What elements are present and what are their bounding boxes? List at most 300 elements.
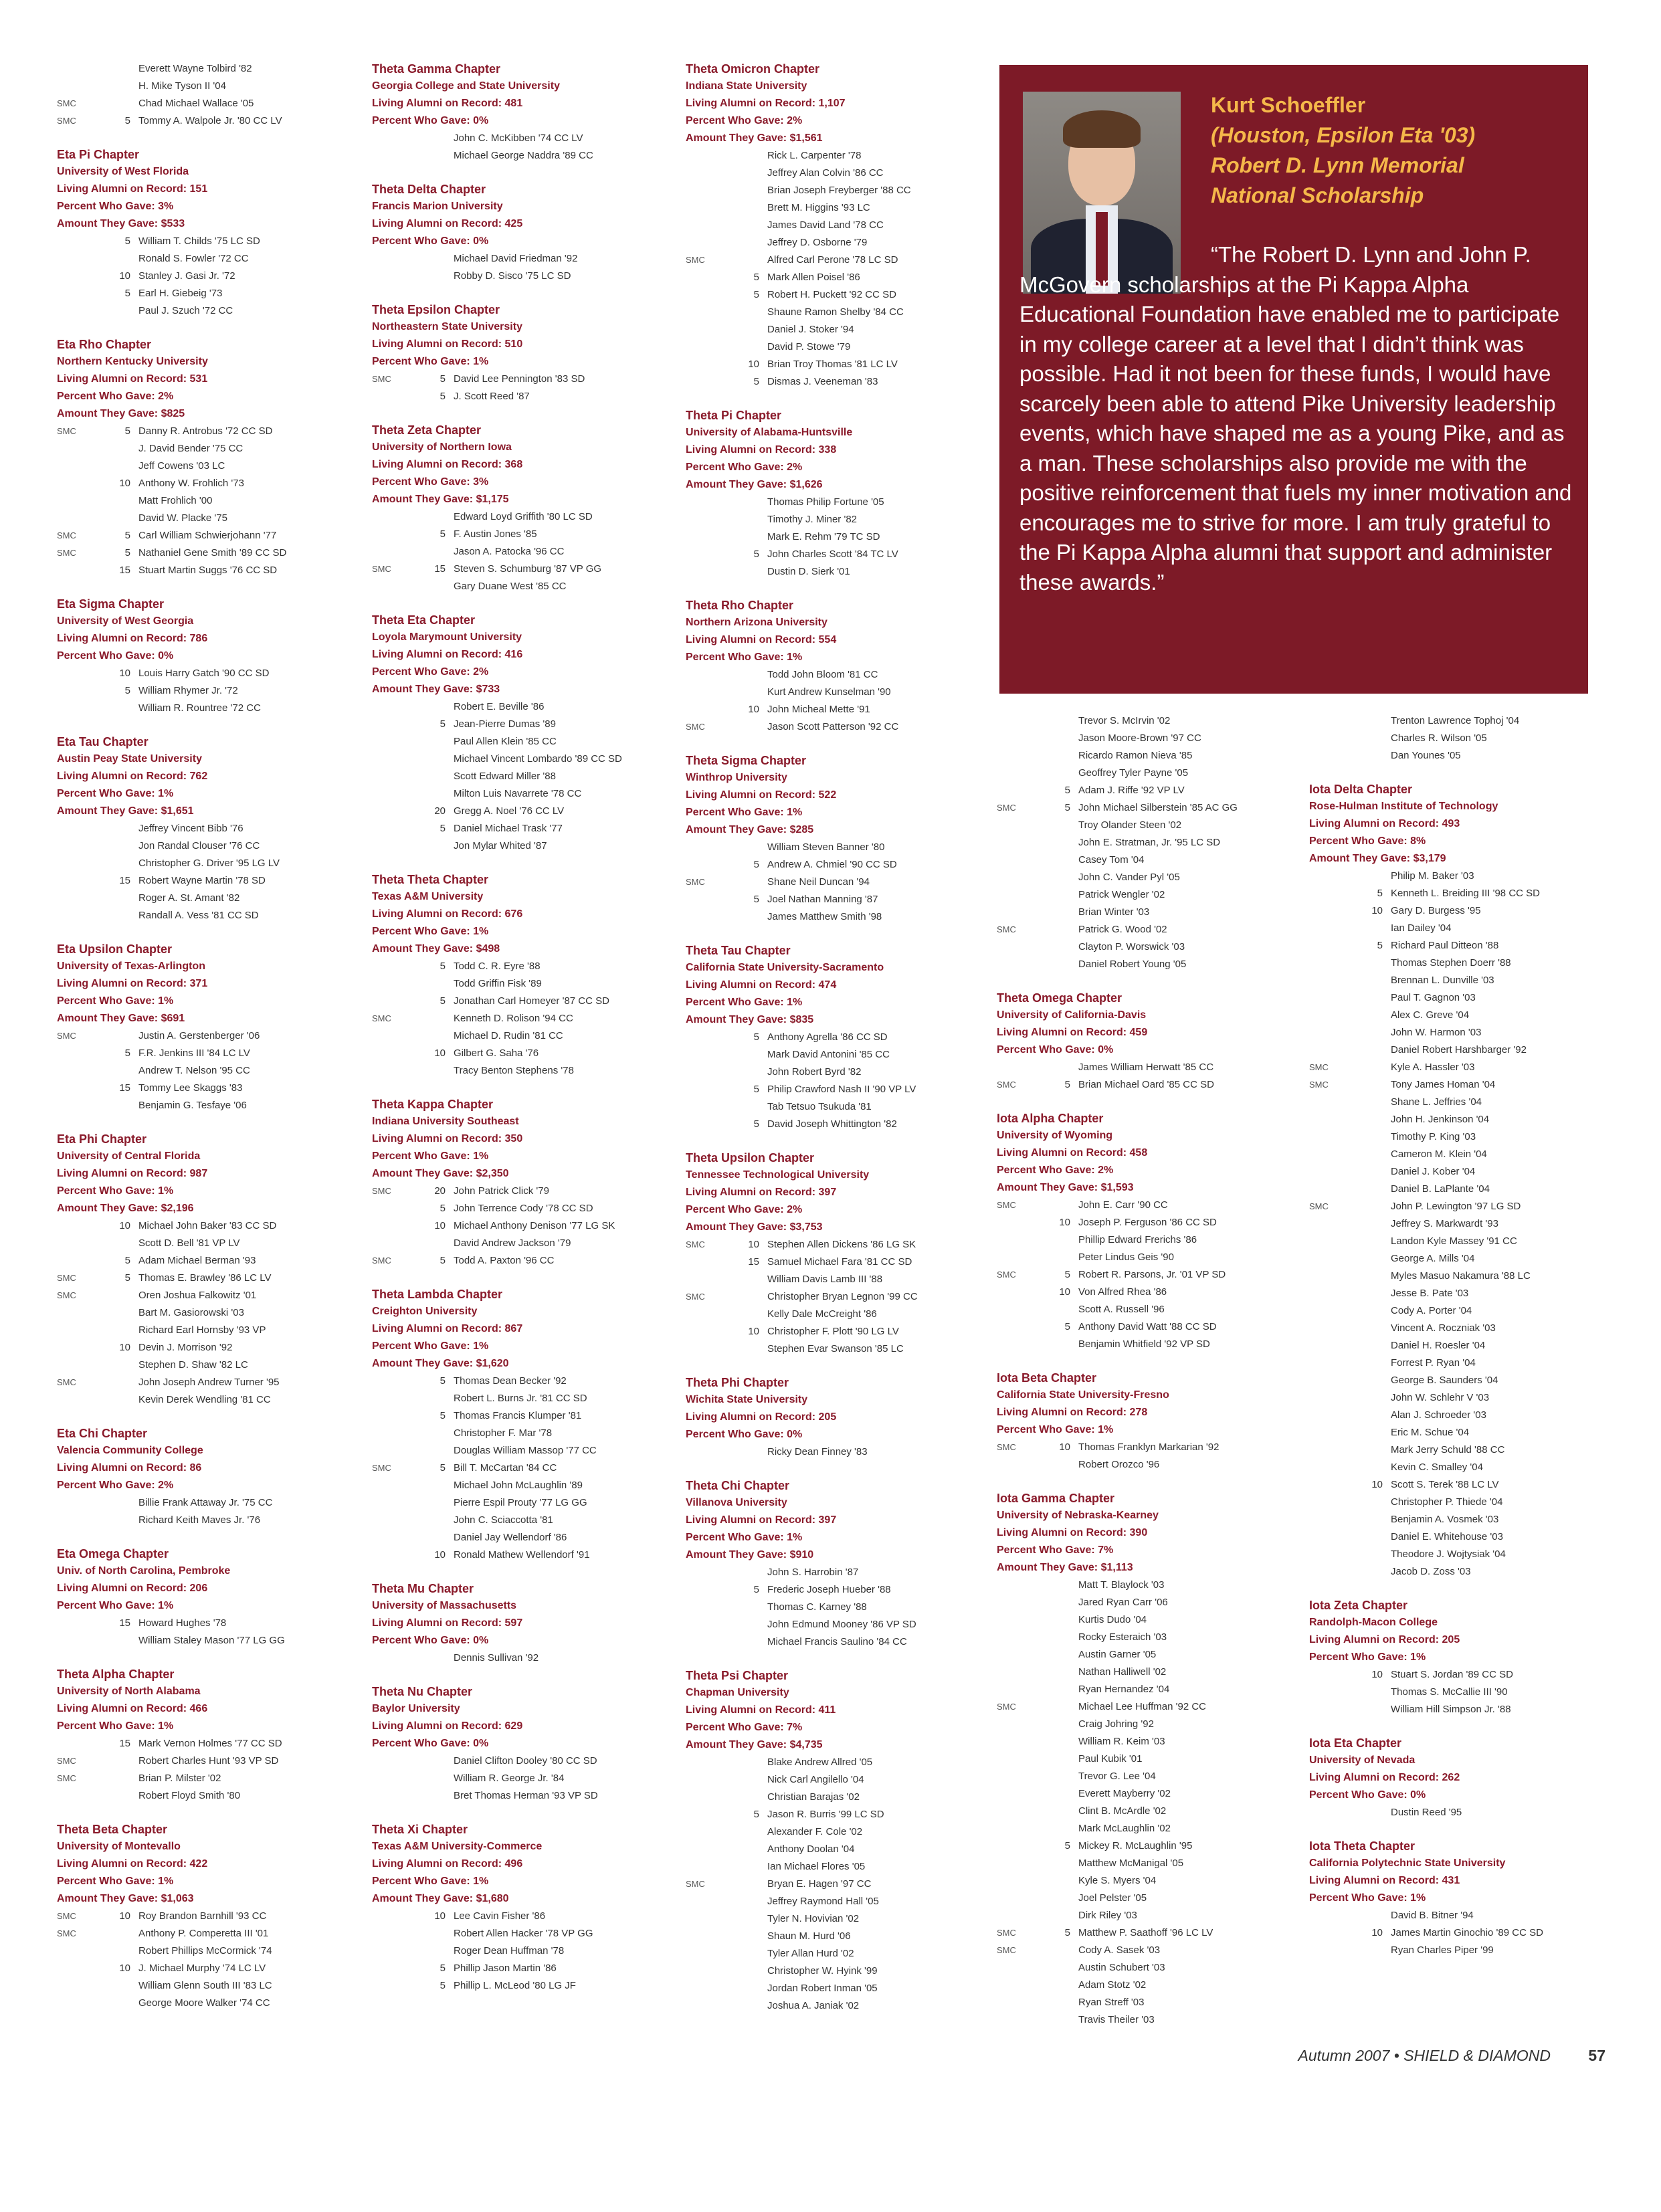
donor-years (1349, 1146, 1391, 1163)
donor-years: 5 (1064, 1079, 1070, 1090)
donor-years (412, 578, 454, 595)
donor-row (372, 750, 686, 768)
donor-name: George A. Mills '04 (1391, 1253, 1475, 1264)
donor-prefix (997, 1716, 1037, 1733)
donor-prefix (997, 2011, 1037, 2029)
donor-years (1037, 1768, 1078, 1785)
donor-name: Joshua A. Janiak '02 (767, 2000, 860, 2011)
donor-prefix (372, 1407, 412, 1425)
chapter-name: Iota Theta Chapter (1309, 1839, 1415, 1853)
donor-row (686, 701, 1000, 718)
donor-prefix (372, 250, 412, 268)
donor-prefix (686, 1253, 726, 1271)
donor-row (1309, 1094, 1617, 1111)
donor-years (1349, 1528, 1391, 1546)
donor-years (1349, 1320, 1391, 1337)
donor-name: Brennan L. Dunville '03 (1391, 975, 1494, 986)
chapter-block (372, 1096, 686, 1270)
donor-name: Jacob D. Zoss '03 (1391, 1566, 1471, 1577)
donor-prefix (1309, 1804, 1349, 1821)
percent-gave: Percent Who Gave: 0% (372, 1738, 489, 1749)
donor-row (57, 302, 371, 320)
chapter-name: Eta Rho Chapter (57, 338, 152, 351)
donor-years (726, 1046, 767, 1064)
donor-name: Philip Crawford Nash II '90 VP LV (767, 1084, 916, 1095)
donor-prefix (372, 958, 412, 975)
alumni-count: Living Alumni on Record: 425 (372, 218, 523, 229)
donor-name: Philip M. Baker '03 (1391, 870, 1474, 882)
donor-row (997, 1629, 1304, 1646)
donor-years: 10 (748, 704, 759, 715)
donor-years: 5 (753, 376, 759, 387)
percent-gave: Percent Who Gave: 2% (686, 115, 803, 126)
donor-name: Jason A. Patocka '96 CC (454, 546, 565, 557)
donor-row (686, 356, 1000, 373)
donor-name: Daniel B. LaPlante '04 (1391, 1183, 1490, 1195)
donor-years (1037, 1855, 1078, 1872)
donor-row (57, 682, 371, 700)
donor-name: Jonathan Carl Homeyer '87 CC SD (454, 995, 609, 1007)
donor-prefix (997, 712, 1037, 730)
donor-row (372, 1512, 686, 1529)
donor-name: James William Herwatt '85 CC (1078, 1062, 1214, 1073)
donor-years: 10 (1059, 1217, 1070, 1228)
donor-name: Alan J. Schroeder '03 (1391, 1409, 1486, 1421)
donor-name: John W. Schlehr V '03 (1391, 1392, 1490, 1403)
donor-prefix (686, 373, 726, 391)
chapter-school: University of Massachusetts (372, 1600, 517, 1611)
donor-years (726, 182, 767, 199)
donor-prefix (1309, 1924, 1349, 1942)
donor-prefix (57, 475, 97, 492)
donor-prefix (686, 563, 726, 581)
donor-name: John Terrence Cody '78 CC SD (454, 1203, 593, 1214)
donor-name: John S. Harrobin '87 (767, 1567, 859, 1578)
donor-years (1037, 1716, 1078, 1733)
donor-row (57, 60, 371, 78)
donor-row (372, 1390, 686, 1407)
alumni-count: Living Alumni on Record: 278 (997, 1407, 1148, 1418)
donor-row (57, 423, 371, 440)
donor-name: Oren Joshua Falkowitz '01 (138, 1290, 257, 1301)
alumni-count: Living Alumni on Record: 206 (57, 1583, 208, 1594)
donor-name: Anthony David Watt '88 CC SD (1078, 1321, 1217, 1332)
alumni-count: Living Alumni on Record: 205 (686, 1411, 837, 1423)
donor-name: Joel Pelster '05 (1078, 1892, 1147, 1904)
donor-row (686, 1754, 1000, 1771)
donor-name: Tyler Allan Hurd '02 (767, 1948, 854, 1959)
donor-years (726, 1340, 767, 1358)
donor-row (997, 730, 1304, 747)
donor-prefix (57, 872, 97, 890)
donor-years (726, 1858, 767, 1876)
donor-name: F. Austin Jones '85 (454, 528, 537, 540)
donor-row (686, 1064, 1000, 1081)
donor-prefix (57, 1787, 97, 1805)
donor-prefix (686, 1116, 726, 1133)
donor-row (57, 1615, 371, 1632)
donor-years (97, 78, 138, 95)
donor-years (1037, 956, 1078, 973)
donor-row (57, 1217, 371, 1235)
donor-years (1037, 1629, 1078, 1646)
donor-years: 10 (434, 1910, 446, 1922)
donor-prefix (57, 1235, 97, 1252)
donor-years (412, 1529, 454, 1546)
donor-name: John P. Lewington '97 LG SD (1391, 1201, 1521, 1212)
donor-years (1349, 1215, 1391, 1233)
amount-gave: Amount They Gave: $3,179 (1309, 853, 1446, 864)
donor-years (1349, 1804, 1391, 1821)
donor-prefix (997, 1681, 1037, 1698)
donor-row (372, 1027, 686, 1045)
donor-name: Roger A. St. Amant '82 (138, 892, 240, 904)
chapter-block (686, 60, 1000, 391)
donor-years (97, 890, 138, 907)
chapter-block (57, 1545, 371, 1649)
donor-prefix (997, 1301, 1037, 1318)
donor-years (1037, 1231, 1078, 1249)
donor-row (686, 321, 1000, 338)
donor-prefix (997, 1059, 1037, 1076)
donor-prefix (372, 1442, 412, 1460)
percent-gave: Percent Who Gave: 1% (57, 995, 174, 1007)
donor-name: Michael Francis Saulino '84 CC (767, 1636, 907, 1647)
chapter-block (57, 1821, 371, 2012)
donor-row (686, 1253, 1000, 1271)
percent-gave: Percent Who Gave: 7% (686, 1722, 803, 1733)
donor-prefix: SMC (997, 1928, 1016, 1938)
chapter-name: Eta Tau Chapter (57, 735, 149, 748)
donor-prefix (997, 1611, 1037, 1629)
donor-years: 5 (439, 961, 446, 972)
donor-years (97, 1942, 138, 1960)
chapter-block (997, 1110, 1304, 1353)
donor-row (57, 1270, 371, 1287)
donor-years: 5 (439, 1410, 446, 1421)
donor-name: Daniel Jay Wellendorf '86 (454, 1532, 567, 1543)
donor-row (57, 1391, 371, 1409)
donor-name: John Patrick Click '79 (454, 1185, 549, 1197)
amount-gave: Amount They Gave: $835 (686, 1014, 814, 1025)
donor-years (412, 130, 454, 147)
donor-row (997, 851, 1304, 869)
donor-years (1037, 1681, 1078, 1698)
donor-years (1037, 1197, 1078, 1214)
donor-years: 5 (1377, 888, 1383, 899)
donor-years (726, 718, 767, 736)
donor-years (726, 1064, 767, 1081)
donor-years (726, 1928, 767, 1945)
donor-prefix (1309, 1528, 1349, 1546)
donor-prefix (686, 1980, 726, 1997)
percent-gave: Percent Who Gave: 1% (997, 1424, 1114, 1435)
donor-name: Benjamin Whitfield '92 VP SD (1078, 1338, 1210, 1350)
donor-prefix (1309, 920, 1349, 937)
donor-years: 5 (1377, 940, 1383, 951)
percent-gave: Percent Who Gave: 1% (1309, 1651, 1426, 1663)
donor-row (1309, 1215, 1617, 1233)
donor-years (97, 492, 138, 510)
donor-row (997, 1076, 1304, 1094)
donor-years (1349, 1389, 1391, 1407)
donor-prefix (686, 546, 726, 563)
donor-name: John E. Carr '90 CC (1078, 1199, 1168, 1211)
amount-gave: Amount They Gave: $825 (57, 408, 185, 419)
chapter-name: Theta Delta Chapter (372, 183, 486, 196)
donor-prefix (686, 1098, 726, 1116)
alumni-count: Living Alumni on Record: 510 (372, 338, 523, 350)
donor-row (372, 1200, 686, 1217)
donor-name: Jeffrey S. Markwardt '93 (1391, 1218, 1498, 1229)
donor-prefix: SMC (1309, 1201, 1329, 1211)
donor-row (997, 1646, 1304, 1664)
donor-years (1349, 1907, 1391, 1924)
donor-prefix (57, 510, 97, 527)
donor-row (997, 904, 1304, 921)
percent-gave: Percent Who Gave: 1% (372, 1150, 489, 1162)
alumni-count: Living Alumni on Record: 350 (372, 1133, 523, 1144)
donor-name: Michael John Baker '83 CC SD (138, 1220, 277, 1231)
donor-prefix (686, 891, 726, 908)
donor-row (997, 1924, 1304, 1942)
percent-gave: Percent Who Gave: 3% (372, 476, 489, 488)
chapter-school: Rose-Hulman Institute of Technology (1309, 801, 1498, 812)
chapter-block (372, 871, 686, 1080)
donor-row (372, 561, 686, 578)
donor-prefix (372, 1373, 412, 1390)
donor-column-4 (997, 712, 1304, 2045)
donor-row (686, 528, 1000, 546)
donor-prefix: SMC (997, 1270, 1016, 1280)
donor-row (1309, 1302, 1617, 1320)
donor-prefix (1309, 712, 1349, 730)
donor-years: 5 (439, 1255, 446, 1266)
alumni-count: Living Alumni on Record: 431 (1309, 1875, 1460, 1886)
donor-prefix (1309, 1007, 1349, 1024)
donor-name: Matthew McManigal '05 (1078, 1857, 1184, 1869)
donor-name: Mark Allen Poisel '86 (767, 272, 860, 283)
percent-gave: Percent Who Gave: 0% (997, 1044, 1114, 1055)
chapter-name: Iota Delta Chapter (1309, 783, 1413, 796)
chapter-block (372, 1286, 686, 1564)
donor-prefix (372, 1062, 412, 1080)
donor-years (97, 250, 138, 268)
donor-years (726, 1616, 767, 1633)
donor-prefix (57, 250, 97, 268)
donor-name: Kenneth L. Breiding III '98 CC SD (1391, 888, 1540, 899)
donor-name: John C. Sciaccotta '81 (454, 1514, 553, 1526)
chapter-name: Iota Alpha Chapter (997, 1112, 1104, 1125)
donor-name: Thomas E. Brawley '86 LC LV (138, 1272, 272, 1284)
donor-prefix (686, 1858, 726, 1876)
donor-prefix: SMC (686, 1879, 705, 1889)
donor-prefix (57, 700, 97, 717)
donor-name: David Lee Pennington '83 SD (454, 373, 585, 385)
donor-row (686, 1928, 1000, 1945)
alumni-count: Living Alumni on Record: 481 (372, 98, 523, 109)
donor-name: Thomas S. McCallie III '90 (1391, 1686, 1508, 1698)
donor-years: 15 (434, 563, 446, 575)
donor-years (1037, 1890, 1078, 1907)
donor-name: Robert R. Parsons, Jr. '01 VP SD (1078, 1269, 1226, 1280)
donor-years: 10 (119, 478, 130, 489)
donor-prefix (57, 1356, 97, 1374)
donor-name: Brian P. Milster '02 (138, 1773, 221, 1784)
donor-years: 15 (119, 1617, 130, 1629)
chapter-school: University of Montevallo (57, 1841, 181, 1852)
chapter-school: California State University-Fresno (997, 1389, 1169, 1401)
donor-name: Jeffrey Alan Colvin '86 CC (767, 167, 884, 179)
donor-prefix: SMC (997, 1080, 1016, 1090)
donor-name: Anthony W. Frohlich '73 (138, 478, 244, 489)
donor-row (686, 1443, 1000, 1461)
chapter-school: California State University-Sacramento (686, 962, 884, 973)
donor-name: F.R. Jenkins III '84 LC LV (138, 1047, 250, 1059)
donor-years (1037, 1907, 1078, 1924)
donor-prefix (1309, 1389, 1349, 1407)
donor-years (1349, 1041, 1391, 1059)
chapter-school: Texas A&M University-Commerce (372, 1841, 543, 1852)
donor-years: 15 (748, 1256, 759, 1268)
donor-row (1309, 885, 1617, 902)
chapter-name: Theta Epsilon Chapter (372, 303, 500, 316)
donor-prefix (1309, 1407, 1349, 1424)
chapter-name: Iota Beta Chapter (997, 1371, 1097, 1385)
donor-years (412, 733, 454, 750)
donor-row (686, 1306, 1000, 1323)
donor-years (726, 1893, 767, 1910)
alumni-count: Living Alumni on Record: 496 (372, 1858, 523, 1870)
donor-years (1037, 1872, 1078, 1890)
donor-row (686, 147, 1000, 165)
alumni-count: Living Alumni on Record: 458 (997, 1147, 1148, 1159)
donor-row (57, 1787, 371, 1805)
donor-row (1309, 1059, 1617, 1076)
donor-prefix (686, 286, 726, 304)
donor-name: Landon Kyle Massey '91 CC (1391, 1235, 1517, 1247)
donor-row (372, 526, 686, 543)
donor-name: Stephen D. Shaw '82 LC (138, 1359, 248, 1371)
donor-years: 10 (434, 1047, 446, 1059)
donor-row (372, 1460, 686, 1477)
donor-row (372, 508, 686, 526)
donor-row (997, 817, 1304, 834)
percent-gave: Percent Who Gave: 2% (372, 666, 489, 678)
donor-prefix: SMC (57, 1911, 76, 1921)
donor-years: 15 (119, 1738, 130, 1749)
donor-years: 5 (124, 685, 130, 696)
donor-prefix: SMC (57, 98, 76, 108)
donor-name: David Joseph Whittington '82 (767, 1118, 897, 1130)
donor-prefix (686, 1928, 726, 1945)
donor-row (57, 1045, 371, 1062)
donor-name: James Martin Ginochio '89 CC SD (1391, 1927, 1543, 1938)
donor-name: Jon Randal Clouser '76 CC (138, 840, 260, 851)
donor-name: Benjamin A. Vosmek '03 (1391, 1514, 1499, 1525)
donor-row (997, 921, 1304, 938)
donor-name: Craig Johring '92 (1078, 1718, 1154, 1730)
donor-name: Stuart Martin Suggs '76 CC SD (138, 565, 278, 576)
donor-name: John Joseph Andrew Turner '95 (138, 1377, 280, 1388)
donor-prefix (57, 1995, 97, 2012)
donor-name: Mickey R. McLaughlin '95 (1078, 1840, 1193, 1851)
donor-row (57, 700, 371, 717)
donor-prefix (372, 993, 412, 1010)
donor-years (1349, 1337, 1391, 1354)
donor-name: Joel Nathan Manning '87 (767, 894, 878, 905)
donor-row (372, 975, 686, 993)
donor-prefix (372, 698, 412, 716)
donor-years (97, 1494, 138, 1512)
chapter-name: Theta Upsilon Chapter (686, 1151, 815, 1165)
donor-row (372, 1494, 686, 1512)
donor-row (57, 1322, 371, 1339)
page-number: 57 (1588, 2047, 1605, 2064)
donor-prefix (997, 1594, 1037, 1611)
donor-prefix (57, 1045, 97, 1062)
donor-prefix (686, 1823, 726, 1841)
donor-name: Michael Lee Huffman '92 CC (1078, 1701, 1207, 1712)
donor-name: Von Alfred Rhea '86 (1078, 1286, 1167, 1298)
donor-prefix (686, 494, 726, 511)
alumni-count: Living Alumni on Record: 459 (997, 1027, 1148, 1038)
donor-row (57, 1027, 371, 1045)
donor-row (57, 1960, 371, 1977)
donor-name: Austin Schubert '03 (1078, 1962, 1165, 1973)
percent-gave: Percent Who Gave: 1% (372, 356, 489, 367)
donor-name: Alfred Carl Perone '78 LC SD (767, 254, 898, 266)
donor-prefix: SMC (372, 1463, 391, 1473)
donor-years (1349, 920, 1391, 937)
donor-name: Daniel Clifton Dooley '80 CC SD (454, 1755, 597, 1767)
donor-years: 10 (1059, 1286, 1070, 1298)
donor-years (1037, 1820, 1078, 1837)
donor-years (97, 302, 138, 320)
donor-row (57, 1995, 371, 2012)
chapter-name: Theta Rho Chapter (686, 599, 794, 612)
donor-name: Paul Kubik '01 (1078, 1753, 1143, 1765)
donor-row (997, 956, 1304, 973)
donor-prefix (1309, 1302, 1349, 1320)
donor-years: 5 (753, 1584, 759, 1595)
donor-row (1309, 1389, 1617, 1407)
donor-row (997, 1977, 1304, 1994)
donor-row (372, 820, 686, 837)
donor-name: Kurtis Dudo '04 (1078, 1614, 1147, 1625)
alumni-count: Living Alumni on Record: 762 (57, 771, 208, 782)
donor-years (97, 1512, 138, 1529)
donor-row (686, 1599, 1000, 1616)
donor-prefix (997, 1803, 1037, 1820)
donor-years (97, 700, 138, 717)
donor-prefix (372, 716, 412, 733)
donor-name: Adam J. Riffe '92 VP LV (1078, 785, 1185, 796)
chapter-block (57, 1425, 371, 1529)
donor-name: William Steven Banner '80 (767, 841, 885, 853)
donor-name: Justin A. Gerstenberger '06 (138, 1030, 260, 1041)
donor-row (1309, 1407, 1617, 1424)
donor-years (412, 768, 454, 785)
donor-name: Gary Duane West '85 CC (454, 581, 567, 592)
donor-years (726, 199, 767, 217)
donor-years (97, 1787, 138, 1805)
chapter-name: Eta Sigma Chapter (57, 597, 165, 611)
donor-name: Paul J. Szuch '72 CC (138, 305, 233, 316)
scholar-heading (1211, 90, 1572, 211)
donor-prefix (1309, 730, 1349, 747)
donor-row (372, 1045, 686, 1062)
